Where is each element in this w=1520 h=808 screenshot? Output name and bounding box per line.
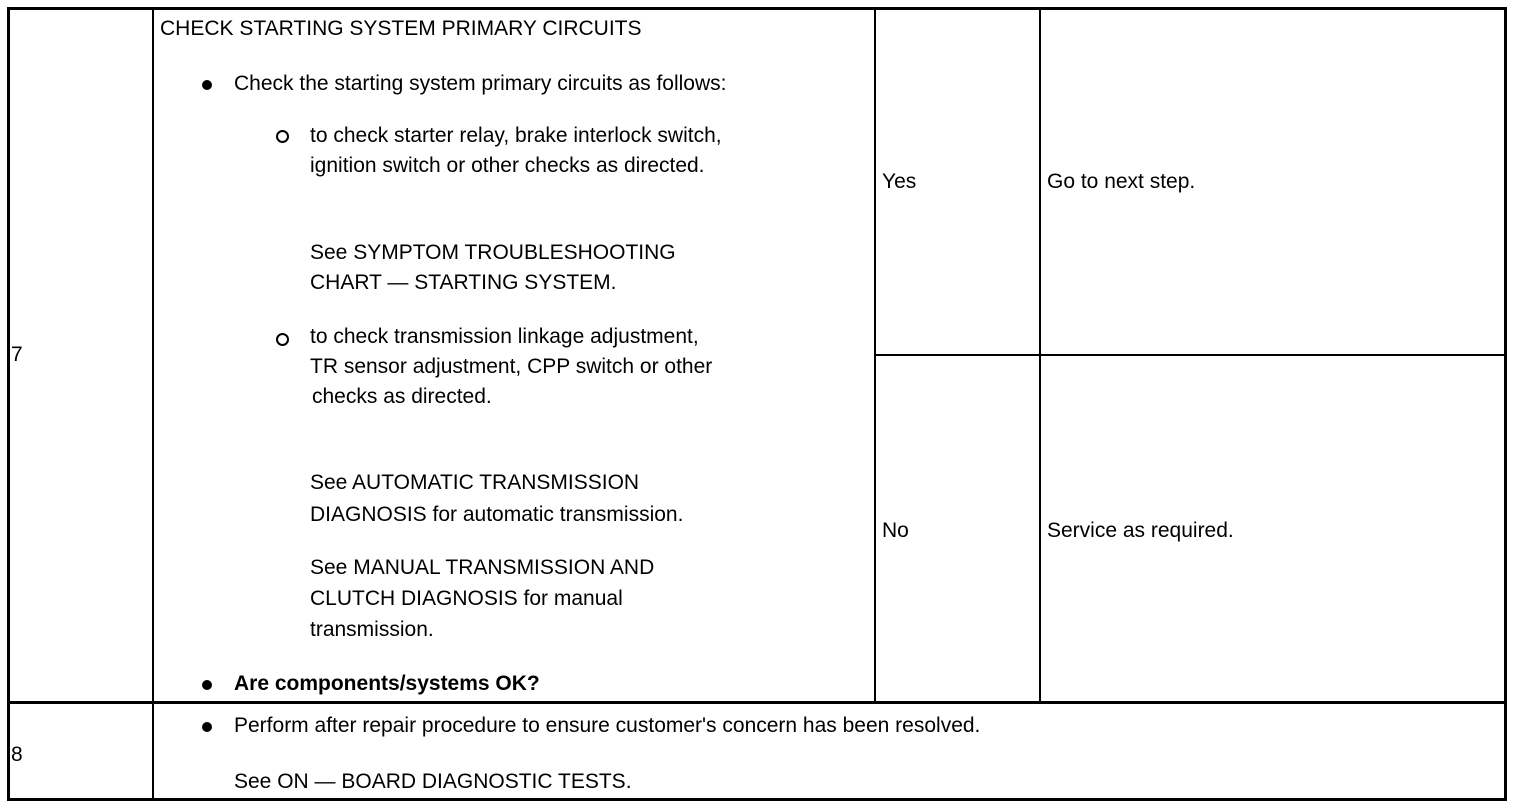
action-yes: Go to next step. [1047, 170, 1196, 193]
step-intro: Check the starting system primary circuits as follows: [234, 72, 727, 95]
result-no: No [882, 519, 909, 542]
bullet-icon [202, 722, 212, 732]
step-question: Are components/systems OK? [234, 672, 540, 695]
see-reference-1-line-1: See SYMPTOM TROUBLESHOOTING [310, 241, 676, 264]
sub-item-2-line-2: TR sensor adjustment, CPP switch or other [310, 355, 713, 378]
action-no: Service as required. [1047, 519, 1234, 542]
step-8-instruction: Perform after repair procedure to ensure customer's concern has been resolved. [234, 714, 981, 737]
see-reference-3-line-1: See MANUAL TRANSMISSION AND [310, 556, 655, 579]
step-8-see-reference: See ON — BOARD DIAGNOSTIC TESTS. [234, 770, 632, 793]
sub-item-2-line-1: to check transmission linkage adjustment, [310, 325, 699, 348]
answer-row-divider [874, 354, 1507, 356]
table-border [7, 7, 1507, 801]
sub-item-1-line-2: ignition switch or other checks as directed. [310, 154, 705, 177]
sub-item-2-line-3: checks as directed. [312, 385, 492, 408]
see-reference-3-line-3: transmission. [310, 618, 434, 641]
bullet-icon [202, 80, 212, 90]
bullet-icon [202, 680, 212, 690]
sub-bullet-icon [276, 130, 289, 143]
column-divider-step [152, 7, 154, 801]
see-reference-3-line-2: CLUTCH DIAGNOSIS for manual [310, 587, 623, 610]
sub-item-1-line-1: to check starter relay, brake interlock switch, [310, 124, 722, 147]
step-row-divider [7, 701, 1507, 704]
see-reference-2-line-1: See AUTOMATIC TRANSMISSION [310, 471, 640, 494]
step-number-7: 7 [11, 343, 23, 366]
step-title: CHECK STARTING SYSTEM PRIMARY CIRCUITS [160, 17, 642, 40]
see-reference-1-line-2: CHART — STARTING SYSTEM. [310, 271, 617, 294]
result-yes: Yes [882, 170, 917, 193]
step-number-8: 8 [11, 743, 23, 766]
see-reference-2-line-2: DIAGNOSIS for automatic transmission. [310, 503, 684, 526]
sub-bullet-icon [276, 333, 289, 346]
